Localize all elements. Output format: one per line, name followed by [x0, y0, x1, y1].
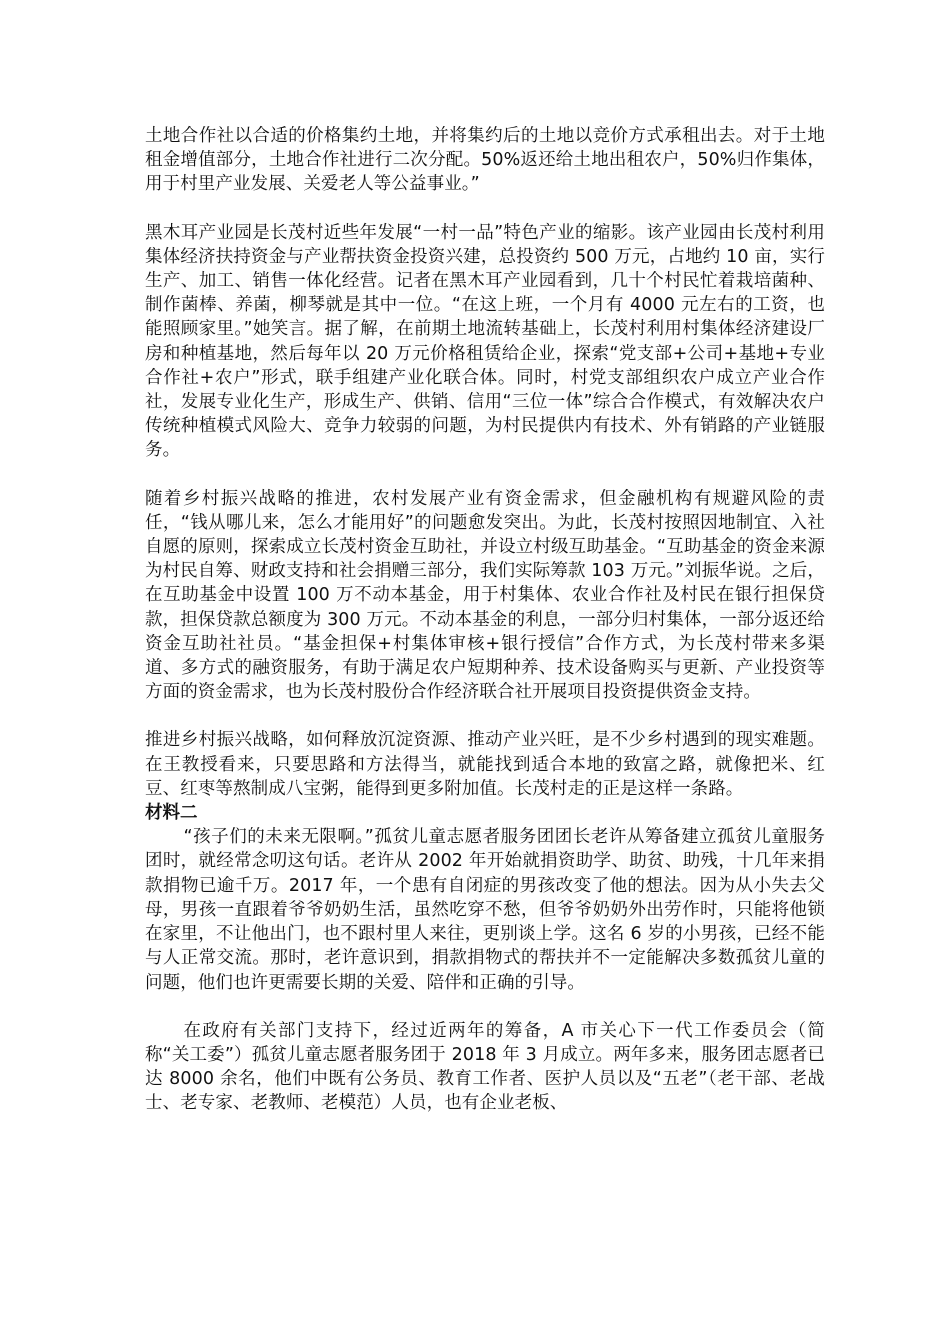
- paragraph-mutual-fund: 随着乡村振兴战略的推进，农村发展产业有资金需求，但金融机构有规避风险的责任，“钱从哪儿来，怎么才能用好”的问题愈发突出。为此，长茂村按照因地制宜、入社自愿的原则，探索成立长茂村资金互助社，并设立村级互助基金。“互助基金的资金来源为村民自筹、财政支持和社会捐赠三部分，我们实际筹款 103 万元。”刘振华说。之后，在互助基金中设置 100 万不动本基金，用于村集体、农业合作社及村民在银行担保贷款，担保贷款总额度为 300 万元。不动本基金的利息，一部分归村集体，一部分返还给资金互助社社员。“基金担保+村集体审核+银行授信”合作方式，为长茂村带来多渠道、多方式的融资服务，有助于满足农户短期种养、技术设备购买与更新、产业投资等方面的资金需求，也为长茂村股份合作经济联合社开展项目投资提供资金支持。: [145, 488, 825, 703]
- paragraph-land-cooperative: 土地合作社以合适的价格集约土地，并将集约后的土地以竞价方式承租出去。对于土地租金增值部分，土地合作社进行二次分配。50%返还给土地出租农户，50%归作集体，用于村里产业发展、关爱老人等公益事业。”: [145, 126, 825, 195]
- paragraph-rural-revitalization: 推进乡村振兴战略，如何释放沉淀资源、推动产业兴旺，是不少乡村遇到的现实难题。在王教授看来，只要思路和方法得当，就能找到适合本地的致富之路，就像把米、红豆、红枣等熬制成八宝粥，能得到更多附加值。长茂村走的正是这样一条路。: [145, 730, 825, 799]
- paragraph-fungus-industrial-park: 黑木耳产业园是长茂村近些年发展“一村一品”特色产业的缩影。该产业园由长茂村利用集体经济扶持资金与产业帮扶资金投资兴建，总投资约 500 万元，占地约 10 亩，实行生产、加工、销售一体化经营。记者在黑木耳产业园看到，几十个村民忙着栽培菌种、制作菌棒、养菌，柳琴就是其中一位。“在这上班，一个月有 4000 元左右的工资，也能照顾家里。”她笑言。据了解，在前期土地流转基础上，长茂村利用村集体经济建设厂房和种植基地，然后每年以 20 万元价格租赁给企业，探索“党支部+公司+基地+专业合作社+农户”形式，联手组建产业化联合体。同时，村党支部组织农户成立产业合作社，发展专业化生产，形成生产、供销、信用“三位一体”综合合作模式，有效解决农户传统种植模式风险大、竞争力较弱的问题，为村民提供内有技术、外有销路的产业链服务。: [145, 222, 825, 461]
- document-body: [145, 124, 825, 1116]
- paragraph-orphan-children: “孩子们的未来无限啊。”孤贫儿童志愿者服务团团长老许从筹备建立孤贫儿童服务团时，就经常念叨这句话。老许从 2002 年开始就捐资助学、助贫、助残，十几年来捐款捐物已逾千万。2017 年，一个患有自闭症的男孩改变了他的想法。因为从小失去父母，男孩一直跟着爷爷奶奶生活，虽然吃穿不愁，但爷爷奶奶外出劳作时，只能将他锁在家里，不让他出门，也不跟村里人来往，更别谈上学。这名 6 岁的小男孩，已经不能与人正常交流。那时，老许意识到，捐款捐物式的帮扶并不一定能解决多数孤贫儿童的问题，他们也许更需要长期的关爱、陪伴和正确的引导。: [145, 827, 825, 993]
- section-heading-material-two: 材料二: [145, 803, 198, 824]
- paragraph-volunteer-service: 在政府有关部门支持下，经过近两年的筹备，A 市关心下一代工作委员会（简称“关工委”）孤贫儿童志愿者服务团于 2018 年 3 月成立。两年多来，服务团志愿者已达 8000 余名，他们中既有公务员、教育工作者、医护人员以及“五老”（老干部、老战士、老专家、老教师、老模范）人员，也有企业老板、: [145, 1020, 825, 1114]
